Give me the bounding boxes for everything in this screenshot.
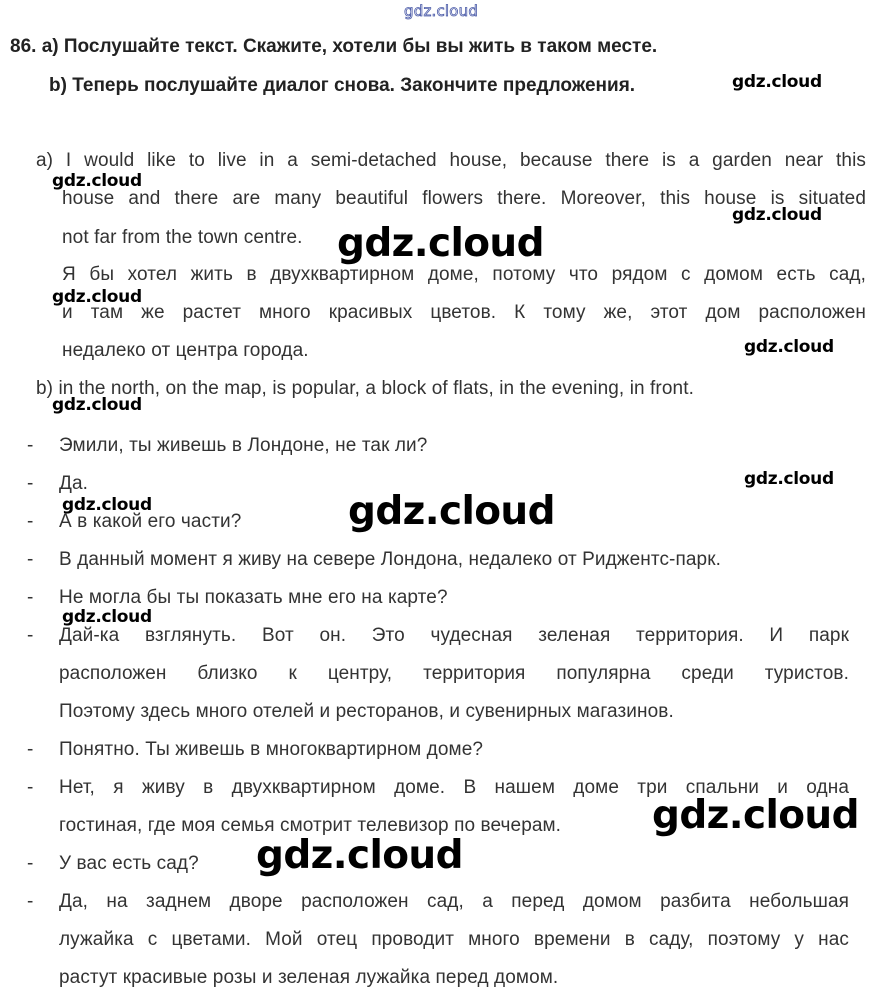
- watermark-top: gdz.cloud: [404, 2, 479, 20]
- dialogue-line-8-cont: гостиная, где моя семья смотрит телевизор по вечерам.: [59, 815, 562, 836]
- watermark-small: gdz.cloud: [732, 205, 822, 225]
- watermark-small: gdz.cloud: [744, 469, 834, 489]
- dialogue-line-6: Дай-ка взглянуть. Вот он. Это чудесная зеленая территория. И парк: [59, 625, 849, 646]
- watermark-large: gdz.cloud: [348, 489, 555, 534]
- dialogue-dash: -: [27, 625, 34, 646]
- exercise-task-a: 86. a) Послушайте текст. Скажите, хотели бы вы жить в таком месте.: [10, 36, 658, 57]
- dialogue-line-10-cont: лужайка с цветами. Мой отец проводит много времени в саду, поэтому у нас: [59, 929, 849, 950]
- dialogue-line-6-end: Поэтому здесь много отелей и ресторанов, и сувенирных магазинов.: [59, 701, 674, 722]
- watermark-small: gdz.cloud: [62, 607, 152, 627]
- dialogue-line-2: Да.: [59, 473, 89, 494]
- exercise-task-b: b) Теперь послушайте диалог снова. Закончите предложения.: [49, 75, 636, 96]
- dialogue-line-1: Эмили, ты живешь в Лондоне, не так ли?: [59, 435, 428, 456]
- dialogue-dash: -: [27, 853, 34, 874]
- dialogue-dash: -: [27, 891, 34, 912]
- dialogue-line-8: Нет, я живу в двухквартирном доме. В нашем доме три спальни и одна: [59, 777, 849, 798]
- dialogue-line-10-end: растут красивые розы и зеленая лужайка перед домом.: [59, 967, 559, 988]
- watermark-small: gdz.cloud: [732, 72, 822, 92]
- watermark-large: gdz.cloud: [652, 793, 859, 838]
- watermark-small: gdz.cloud: [744, 337, 834, 357]
- watermark-small: gdz.cloud: [52, 171, 142, 191]
- dialogue-dash: -: [27, 777, 34, 798]
- answer-a-line-2: house and there are many beautiful flowers there. Moreover, this house is situated: [62, 188, 866, 209]
- dialogue-line-5: Не могла бы ты показать мне его на карте?: [59, 587, 448, 608]
- dialogue-dash: -: [27, 739, 34, 760]
- watermark-small: gdz.cloud: [52, 287, 142, 307]
- answer-a-line-1: a) I would like to live in a semi-detached house, because there is a garden near this: [36, 150, 866, 171]
- translation-a-line-3: недалеко от центра города.: [62, 340, 309, 361]
- dialogue-line-4: В данный момент я живу на севере Лондона, недалеко от Риджентс-парк.: [59, 549, 722, 570]
- dialogue-dash: -: [27, 435, 34, 456]
- dialogue-line-10: Да, на заднем дворе расположен сад, а перед домом разбита небольшая: [59, 891, 849, 912]
- answer-b-line: b) in the north, on the map, is popular, a block of flats, in the evening, in front.: [36, 378, 694, 399]
- dialogue-line-3: А в какой его части?: [59, 511, 242, 532]
- dialogue-line-7: Понятно. Ты живешь в многоквартирном доме?: [59, 739, 484, 760]
- dialogue-dash: -: [27, 587, 34, 608]
- translation-a-line-1: Я бы хотел жить в двухквартирном доме, потому что рядом с домом есть сад,: [62, 264, 866, 285]
- dialogue-line-9: У вас есть сад?: [59, 853, 199, 874]
- dialogue-dash: -: [27, 511, 34, 532]
- watermark-small: gdz.cloud: [62, 495, 152, 515]
- watermark-large: gdz.cloud: [337, 221, 544, 266]
- dialogue-dash: -: [27, 473, 34, 494]
- dialogue-dash: -: [27, 549, 34, 570]
- watermark-small: gdz.cloud: [52, 395, 142, 415]
- watermark-large: gdz.cloud: [256, 833, 463, 878]
- dialogue-line-6-cont: расположен близко к центру, территория популярна среди туристов.: [59, 663, 849, 684]
- answer-a-line-3: not far from the town centre.: [62, 227, 303, 248]
- translation-a-line-2: и там же растет много красивых цветов. К тому же, этот дом расположен: [62, 302, 866, 323]
